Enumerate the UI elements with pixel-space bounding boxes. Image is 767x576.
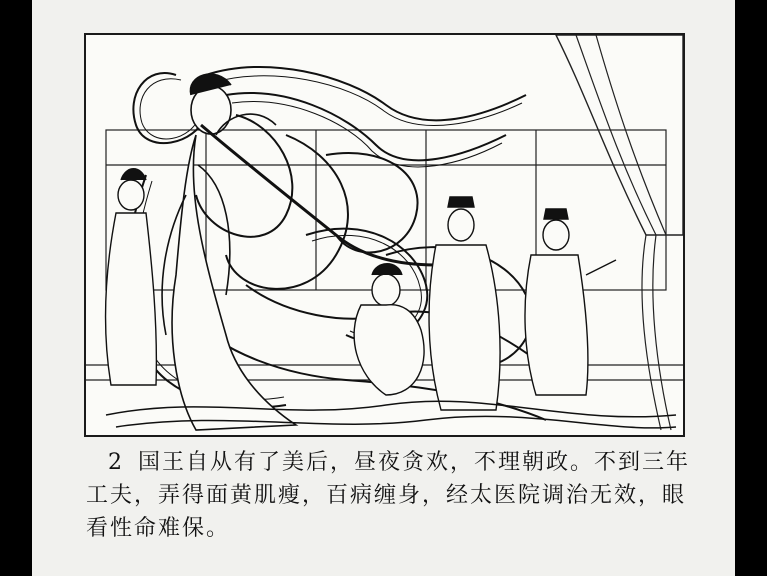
comic-page: [32, 0, 735, 576]
caption-text: 国王自从有了美后，昼夜贪欢，不理朝政。不到三年工夫，弄得面黄肌瘦，百病缠身，经太医院调治无效，眼看性命难保。: [86, 450, 691, 541]
caption-text-block: [86, 446, 696, 545]
comic-illustration: [86, 35, 683, 435]
caption-number: 2: [108, 450, 124, 475]
comic-illustration-panel: [84, 33, 685, 437]
